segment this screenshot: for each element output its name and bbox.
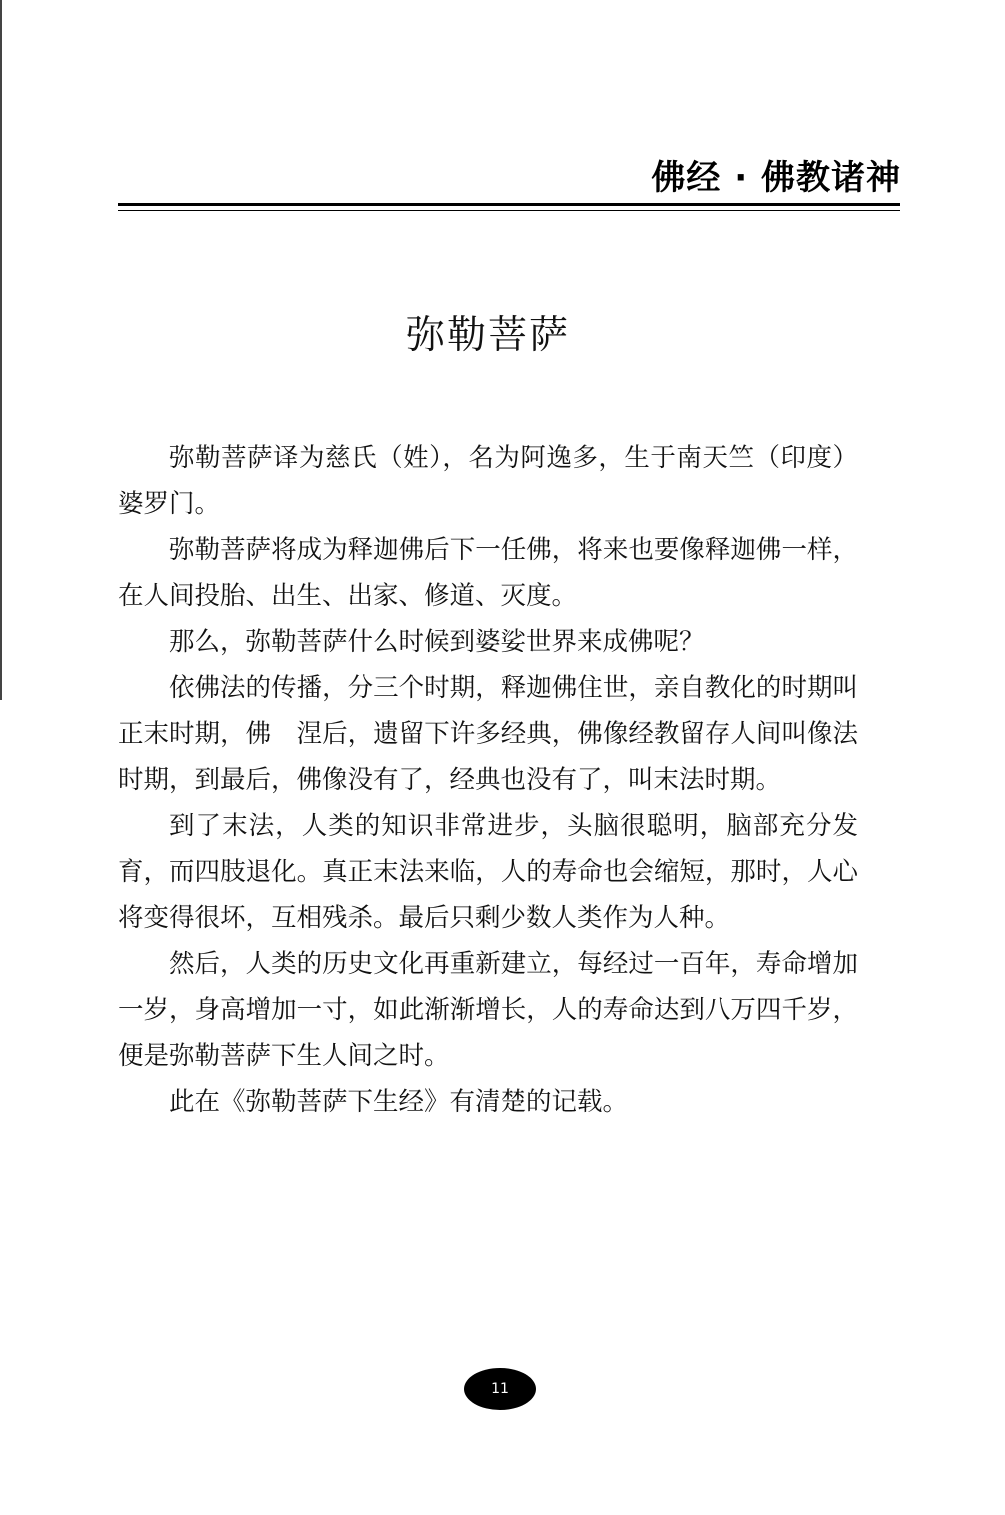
article-body [118,435,858,1125]
header-rule [118,203,900,206]
page-number-badge: 11 [464,1368,536,1410]
article-title: 弥勒菩萨 [405,313,570,358]
paragraph: 依佛法的传播，分三个时期，释迦佛住世，亲自教化的时期叫正末时期，佛 涅后，遗留下许多经典，佛像经教留存人间叫像法时期，到最后，佛像没有了，经典也没有了，叫末法时期。 [118,673,858,795]
paragraph: 那么，弥勒菩萨什么时候到婆娑世界来成佛呢？ [169,627,705,657]
paragraph: 然后，人类的历史文化再重新建立，每经过一百年，寿命增加一岁，身高增加一寸，如此渐渐增长，人的寿命达到八万四千岁，便是弥勒菩萨下生人间之时。 [118,949,858,1071]
paragraph: 弥勒菩萨译为慈氏（姓），名为阿逸多，生于南天竺（印度）婆罗门。 [118,443,858,519]
paragraph: 到了末法，人类的知识非常进步，头脑很聪明，脑部充分发育，而四肢退化。真正末法来临，人的寿命也会缩短，那时，人心将变得很坏，互相残杀。最后只剩少数人类作为人种。 [118,811,858,933]
header-rule-thin [118,210,900,211]
paragraph: 此在《弥勒菩萨下生经》有清楚的记载。 [169,1087,629,1117]
paragraph: 弥勒菩萨将成为释迦佛后下一任佛，将来也要像释迦佛一样，在人间投胎、出生、出家、修道、灭度。 [118,535,858,611]
running-header: 佛经 · 佛教诸神 [651,158,901,198]
